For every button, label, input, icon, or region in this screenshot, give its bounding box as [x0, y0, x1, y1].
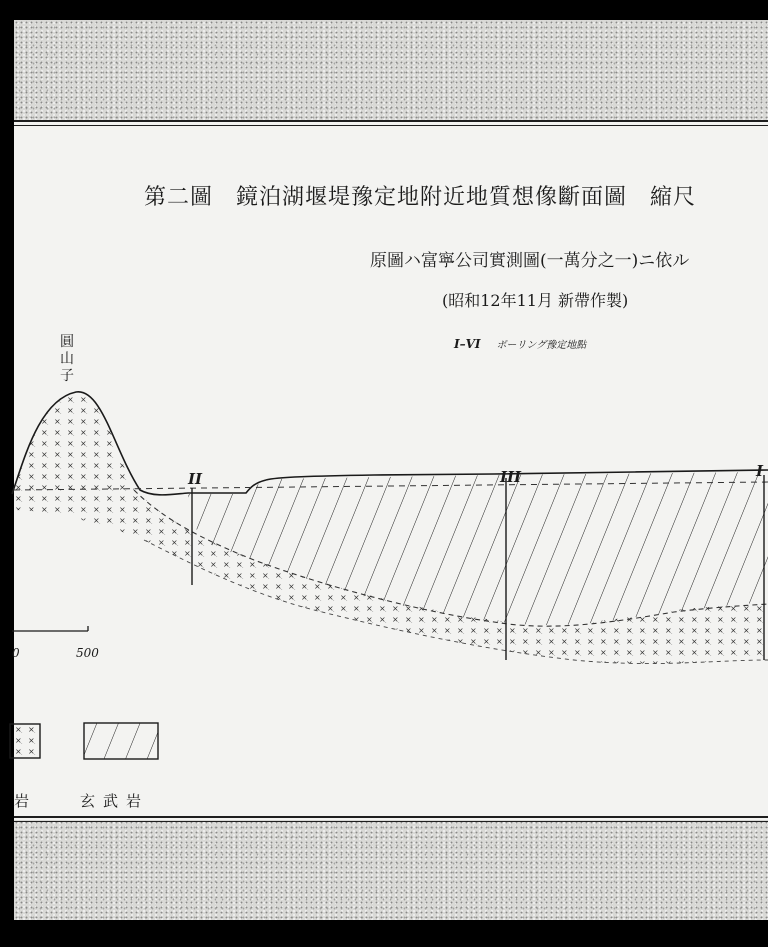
- source-note: 原圖ハ富寧公司實測圖(一萬分之一)ニ依ル: [370, 251, 690, 271]
- date-note: (昭和12年11月 新帶作製): [442, 291, 629, 310]
- borehole-label-IV: I: [756, 462, 764, 480]
- boring-point-label: ボーリング豫定地點: [496, 340, 587, 351]
- boring-point-range: I–VI: [454, 337, 481, 351]
- legend-swatch-basalt: [84, 723, 158, 759]
- scale-label-zero: 0: [12, 646, 20, 660]
- cross-section-diagram: [14, 20, 768, 920]
- drawing-sheet: [14, 20, 768, 920]
- borehole-label-III: III: [500, 468, 522, 486]
- legend-swatch-granite: [10, 724, 40, 758]
- scale-label-500: 500: [76, 646, 99, 660]
- basalt-hatch-body: [188, 472, 768, 625]
- borehole-label-II: II: [188, 470, 203, 488]
- legend-label-basalt: 玄武岩: [80, 792, 150, 810]
- legend-label-granite: 岩: [14, 792, 38, 810]
- boring-point-legend: [454, 336, 586, 351]
- hill-name-label: 圓山子: [60, 334, 74, 384]
- diagram-title: 第二圖 鏡泊湖堰堤豫定地附近地質想像斷面圖 縮尺: [144, 185, 697, 210]
